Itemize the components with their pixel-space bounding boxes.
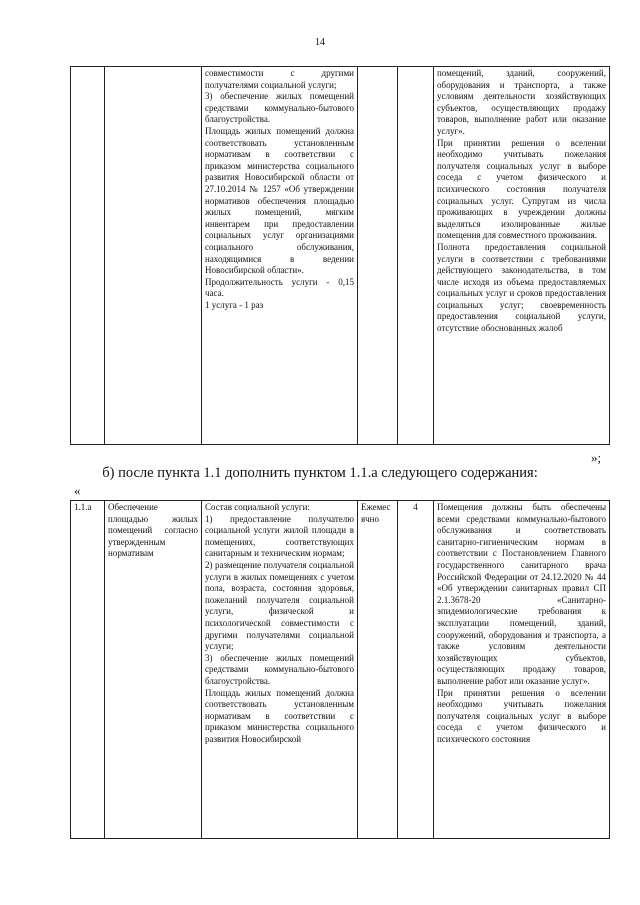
amendment-heading: б) после пункта 1.1 дополнить пунктом 1.1.а следующего содержания:: [102, 465, 538, 481]
table-row: [71, 67, 610, 445]
services-table-new-item: [70, 500, 610, 839]
table-row: [71, 501, 610, 839]
cell-service-description: Состав социальной услуги: 1) предоставление получателю социальной услуги жилой площади в помещениях, соответствующих санитарным и техническим нормам; 2) размещение получателя социальной услуги в жилых помещениях с учетом пола, возраста, состояния здоровья, пожеланий получателя социальной услуги, физической и психологической совместимости с другими получателями социальной услуги; 3) обеспечение жилых помещений средствами коммунально-бытового благоустройства. Площадь жилых помещений должна соответствовать установленным нормативам в соответствии с приказом министерства социального развития Новосибирской: [202, 501, 358, 839]
opening-quote: «: [74, 483, 81, 498]
cell-periodicity: Ежемес ячно: [358, 501, 398, 839]
cell-quantity: [398, 67, 434, 445]
page-number: 14: [315, 37, 325, 48]
cell-quality-requirements: Помещения должны быть обеспечены всеми средствами коммунально-бытового обслуживания и соответствовать санитарно-гигиеническим нормам в соответствии с Постановлением Главного государственного санитарного врача Российской Федерации от 24.12.2020 № 44 «Об утверждении санитарных правил СП 2.1.3678-20 «Санитарно-эпидемиологические требования к эксплуатации помещений, зданий, сооружений, оборудования и транспорта, а также условиям деятельности хозяйствующих субъектов, осуществляющих продажу товаров, выполнение работ или оказание услуг». При принятии решения о вселении необходимо учитывать пожелания получателя социальных услуг в выборе соседа с учетом физического и психического состояния: [434, 501, 610, 839]
cell-service-description: совместимости с другими получателями социальной услуги; 3) обеспечение жилых помещений средствами коммунально-бытового благоустройства. Площадь жилых помещений должна соответствовать установленным нормативам в соответствии с приказом министерства социального развития Новосибирской области от 27.10.2014 № 1257 «Об утверждении нормативов обеспечения площадью жилых помещений, мягким инвентарем при предоставлении социальных услуг организациями социального обслуживания, находящимися в ведении Новосибирской области». Продолжительность услуги - 0,15 часа. 1 услуга - 1 раз: [202, 67, 358, 445]
cell-number: 1.1.а: [71, 501, 105, 839]
cell-quantity: 4: [398, 501, 434, 839]
cell-quality-requirements: помещений, зданий, сооружений, оборудования и транспорта, а также условиям деятельности хозяйствующих субъектов, осуществляющих продажу товаров, выполнение работ или оказание услуг». При принятии решения о вселении необходимо учитывать пожелания получателя социальных услуг в выборе соседа с учетом физического и психического состояния получателя социальных услуг. Супругам из числа проживающих в учреждении должны выделяться изолированные жилые помещения для совместного проживания. Полнота предоставления социальной услуги в соответствии с требованиями действующего законодательства, в том числе исходя из объема предоставляемых социальных услуг и сроков предоставления социальных услуг; своевременность предоставления социальной услуги, отсутствие обоснованных жалоб: [434, 67, 610, 445]
cell-periodicity: [358, 67, 398, 445]
cell-service-name: [105, 67, 202, 445]
services-table-continuation: [70, 66, 610, 445]
closing-quote: »;: [591, 450, 602, 465]
cell-number: [71, 67, 105, 445]
cell-service-name: Обеспечение площадью жилых помещений согласно утвержденным нормативам: [105, 501, 202, 839]
